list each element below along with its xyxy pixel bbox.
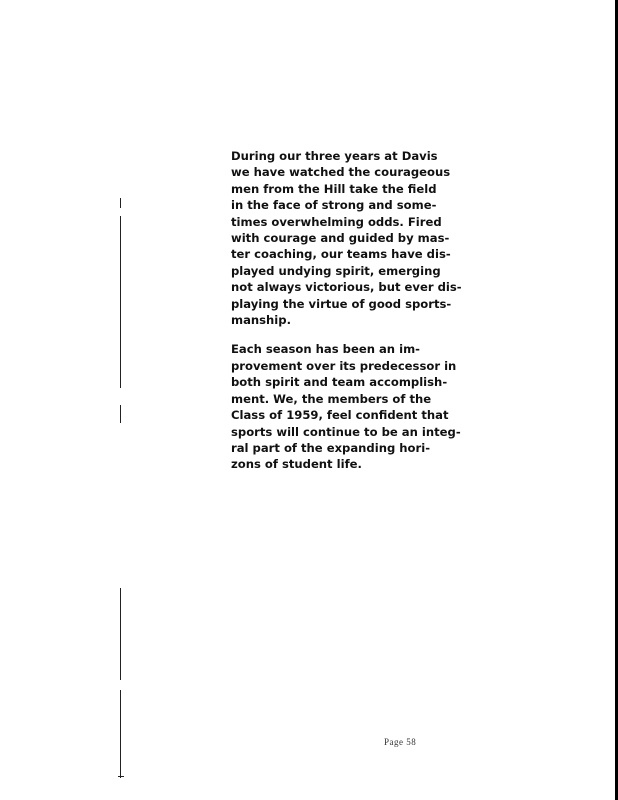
text-line: played undying spirit, emerging [231,263,441,278]
text-line: not always victorious, but ever dis- [231,280,462,295]
paragraph-1 [231,148,462,328]
text-line: men from the Hill take the field [231,181,437,196]
text-line: manship. [231,313,291,328]
text-line: sports will continue to be an integ- [231,424,461,439]
corner-mark [118,776,124,777]
text-line: During our three years at Davis [231,149,438,163]
margin-mark [120,198,121,208]
text-line: provement over its predecessor in [231,358,457,373]
text-line: zons of student life. [231,457,362,472]
margin-mark [120,216,121,388]
text-line: times overwhelming odds. Fired [231,214,442,229]
text-line: we have watched the courageous [231,165,451,180]
text-line: ment. We, the members of the [231,391,432,406]
text-line: Each season has been an im- [231,342,420,357]
paragraph-gap [231,328,459,341]
text-line: with courage and guided by mas- [231,231,450,246]
text-line: Class of 1959, feel confident that [231,408,449,423]
text-line: ral part of the expanding hori- [231,440,431,455]
text-line: in the face of strong and some- [231,198,437,213]
text-line: playing the virtue of good sports- [231,296,452,311]
text-line: both spirit and team accomplish- [231,375,448,390]
margin-mark [120,405,121,423]
text-line: ter coaching, our teams have dis- [231,247,451,262]
paragraph-2 [231,341,459,472]
body-text [231,148,462,473]
page-number: Page 58 [384,737,417,747]
margin-mark [120,588,121,680]
margin-mark [120,690,121,778]
